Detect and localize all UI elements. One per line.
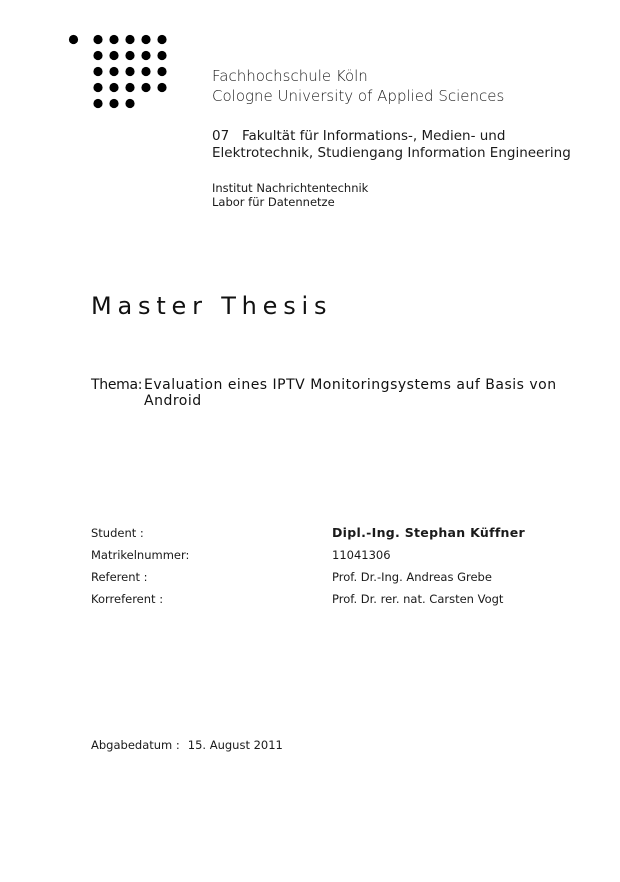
- detail-row-referent: [91, 566, 591, 588]
- detail-label: Matrikelnummer:: [91, 548, 190, 562]
- matriculation-number: 11041306: [332, 548, 391, 562]
- referent-name: Prof. Dr.-Ing. Andreas Grebe: [332, 570, 492, 584]
- topic-text-line-1: Evaluation eines IPTV Monitoringsystems auf Basis von: [144, 377, 557, 393]
- detail-label: Referent :: [91, 570, 148, 584]
- detail-label: Korreferent :: [91, 592, 164, 606]
- faculty-block: [212, 128, 602, 162]
- institute-block: [212, 181, 368, 209]
- lab-name: Labor für Datennetze: [212, 195, 335, 209]
- submission-label: Abgabedatum :: [91, 738, 180, 752]
- submission-date-value: 15. August 2011: [187, 738, 283, 752]
- topic-text: [144, 377, 584, 409]
- detail-row-student: [91, 522, 591, 544]
- detail-row-korreferent: [91, 588, 591, 610]
- thesis-details: [91, 522, 591, 610]
- faculty-number: 07: [212, 128, 230, 144]
- detail-label: Student :: [91, 526, 144, 540]
- topic-label: Thema:: [91, 377, 143, 393]
- korreferent-name: Prof. Dr. rer. nat. Carsten Vogt: [332, 592, 504, 606]
- institution-name-english: Cologne University of Applied Sciences: [212, 87, 505, 105]
- institute-name: Institut Nachrichtentechnik: [212, 181, 369, 195]
- topic-text-line-2: Android: [144, 393, 202, 409]
- faculty-line-2: Elektrotechnik, Studiengang Information Engineering: [212, 145, 571, 161]
- student-name: Dipl.-Ing. Stephan Küffner: [332, 525, 525, 540]
- submission-date: [91, 736, 283, 754]
- page-title: Master Thesis: [91, 292, 333, 320]
- institution-name: [212, 66, 504, 106]
- institution-name-german: Fachhochschule Köln: [212, 67, 368, 85]
- university-dot-logo-icon: [66, 32, 176, 112]
- detail-row-matriculation: [91, 544, 591, 566]
- faculty-line-1: Fakultät für Informations-, Medien- und: [242, 128, 506, 144]
